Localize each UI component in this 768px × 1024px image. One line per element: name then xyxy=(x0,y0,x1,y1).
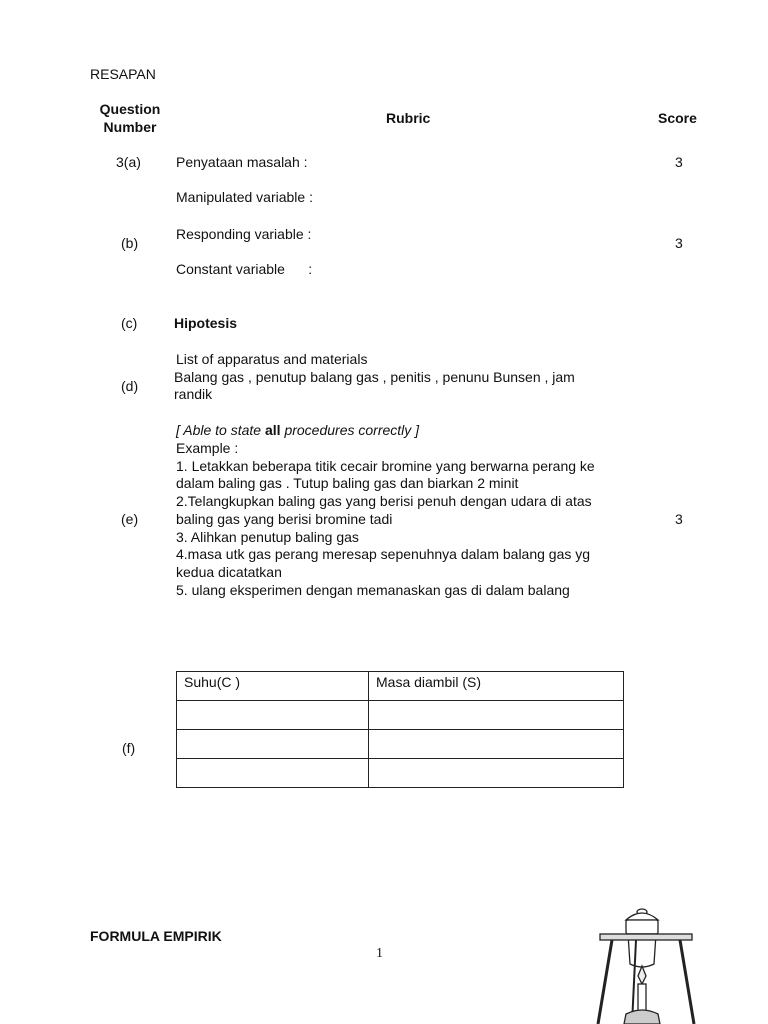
procedure-line: kedua dicatatkan xyxy=(176,564,282,580)
table-header-cell: Masa diambil (S) xyxy=(369,672,624,701)
question-number: (c) xyxy=(121,315,138,331)
question-number-header xyxy=(86,100,174,136)
rubric-text: Balang gas , penutup balang gas , penitis , penunu Bunsen , jam xyxy=(174,369,575,385)
rubric-header: Rubric xyxy=(386,110,431,126)
question-number: (f) xyxy=(122,740,136,756)
instruction-emphasis: all xyxy=(264,422,281,438)
results-table xyxy=(176,671,624,788)
question-number: (d) xyxy=(121,378,139,394)
question-number: (b) xyxy=(121,235,139,251)
table-cell xyxy=(177,759,369,788)
rubric-text: Manipulated variable : xyxy=(176,189,313,205)
table-header-cell: Suhu(C ) xyxy=(177,672,369,701)
instruction-part: [ Able to state xyxy=(176,422,265,438)
page-number: 1 xyxy=(376,946,383,961)
header-line: Question xyxy=(99,101,161,117)
table-row xyxy=(177,759,624,788)
table-cell xyxy=(177,701,369,730)
section-title: RESAPAN xyxy=(90,66,156,82)
score-value: 3 xyxy=(675,235,683,251)
rubric-text: Penyataan masalah : xyxy=(176,154,308,170)
table-row xyxy=(177,730,624,759)
table-header-row xyxy=(177,672,624,701)
score-header: Score xyxy=(658,110,697,126)
table-row xyxy=(177,701,624,730)
rubric-text: Responding variable : xyxy=(176,226,312,242)
rubric-text: randik xyxy=(174,386,213,402)
score-value: 3 xyxy=(675,511,683,527)
procedure-list xyxy=(176,440,646,600)
table-cell xyxy=(369,701,624,730)
question-number: 3(a) xyxy=(116,154,141,170)
procedure-line: dalam baling gas . Tutup baling gas dan biarkan 2 minit xyxy=(176,475,519,491)
header-line: Number xyxy=(103,119,157,135)
table-cell xyxy=(177,730,369,759)
rubric-text: List of apparatus and materials xyxy=(176,351,368,367)
rubric-text: Hipotesis xyxy=(174,315,238,331)
procedure-line: 5. ulang eksperimen dengan memanaskan gas di dalam balang xyxy=(176,582,570,598)
question-number: (e) xyxy=(121,511,139,527)
crucible-on-tripod-illustration xyxy=(596,904,700,1024)
instruction-part: procedures correctly ] xyxy=(280,422,420,438)
procedure-line: baling gas yang berisi bromine tadi xyxy=(176,511,393,527)
next-section-title: FORMULA EMPIRIK xyxy=(90,928,222,944)
score-value: 3 xyxy=(675,154,683,170)
procedure-line: 1. Letakkan beberapa titik cecair bromine yang berwarna perang ke xyxy=(176,458,595,474)
instruction-text xyxy=(176,422,419,438)
procedure-line: 2.Telangkupkan baling gas yang berisi penuh dengan udara di atas xyxy=(176,493,592,509)
table-cell xyxy=(369,730,624,759)
procedure-line: Example : xyxy=(176,440,239,456)
table-cell xyxy=(369,759,624,788)
procedure-line: 3. Alihkan penutup baling gas xyxy=(176,529,359,545)
procedure-line: 4.masa utk gas perang meresap sepenuhnya dalam balang gas yg xyxy=(176,546,591,562)
rubric-text: Constant variable : xyxy=(176,261,313,277)
